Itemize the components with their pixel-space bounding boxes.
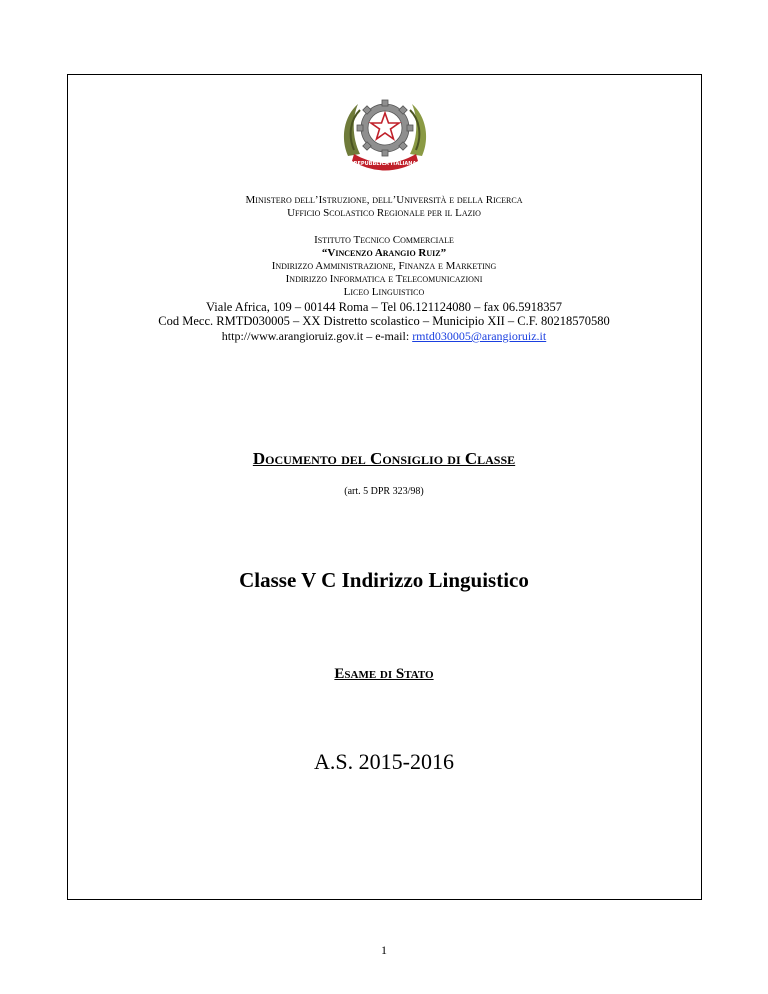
document-reference: (art. 5 DPR 323/98) xyxy=(344,486,424,497)
email-link[interactable]: rmtd030005@arangioruiz.it xyxy=(412,329,547,343)
page-number: 1 xyxy=(381,943,387,957)
emblem-ribbon-text: REPUBBLICA ITALIANA xyxy=(353,161,417,167)
document-title: Documento del Consiglio di Classe xyxy=(252,449,516,468)
contact-line xyxy=(0,329,768,343)
institute-name: “Vincenzo Arangio Ruiz” xyxy=(321,247,447,259)
institute-type: Istituto Tecnico Commerciale xyxy=(314,234,454,246)
school-year: A.S. 2015-2016 xyxy=(314,749,454,774)
email-label: – e-mail: xyxy=(366,329,410,343)
website-link[interactable]: http://www.arangioruiz.gov.it xyxy=(221,329,364,343)
class-heading: Classe V C Indirizzo Linguistico xyxy=(239,568,529,592)
school-codes: Cod Mecc. RMTD030005 – XX Distretto scolastico – Municipio XII – C.F. 80218570580 xyxy=(158,314,610,328)
ministry-line-2: Ufficio Scolastico Regionale per il Lazio xyxy=(287,207,481,219)
track-1: Indirizzo Amministrazione, Finanza e Marketing xyxy=(271,260,497,272)
track-2: Indirizzo Informatica e Telecomunicazioni xyxy=(285,273,483,285)
track-3: Liceo Linguistico xyxy=(343,286,425,298)
exam-heading: Esame di Stato xyxy=(334,666,434,682)
ministry-line-1: Ministero dell’Istruzione, dell’Università e della Ricerca xyxy=(245,194,523,206)
italian-republic-emblem xyxy=(340,88,430,174)
school-address: Viale Africa, 109 – 00144 Roma – Tel 06.121124080 – fax 06.5918357 xyxy=(206,300,562,314)
